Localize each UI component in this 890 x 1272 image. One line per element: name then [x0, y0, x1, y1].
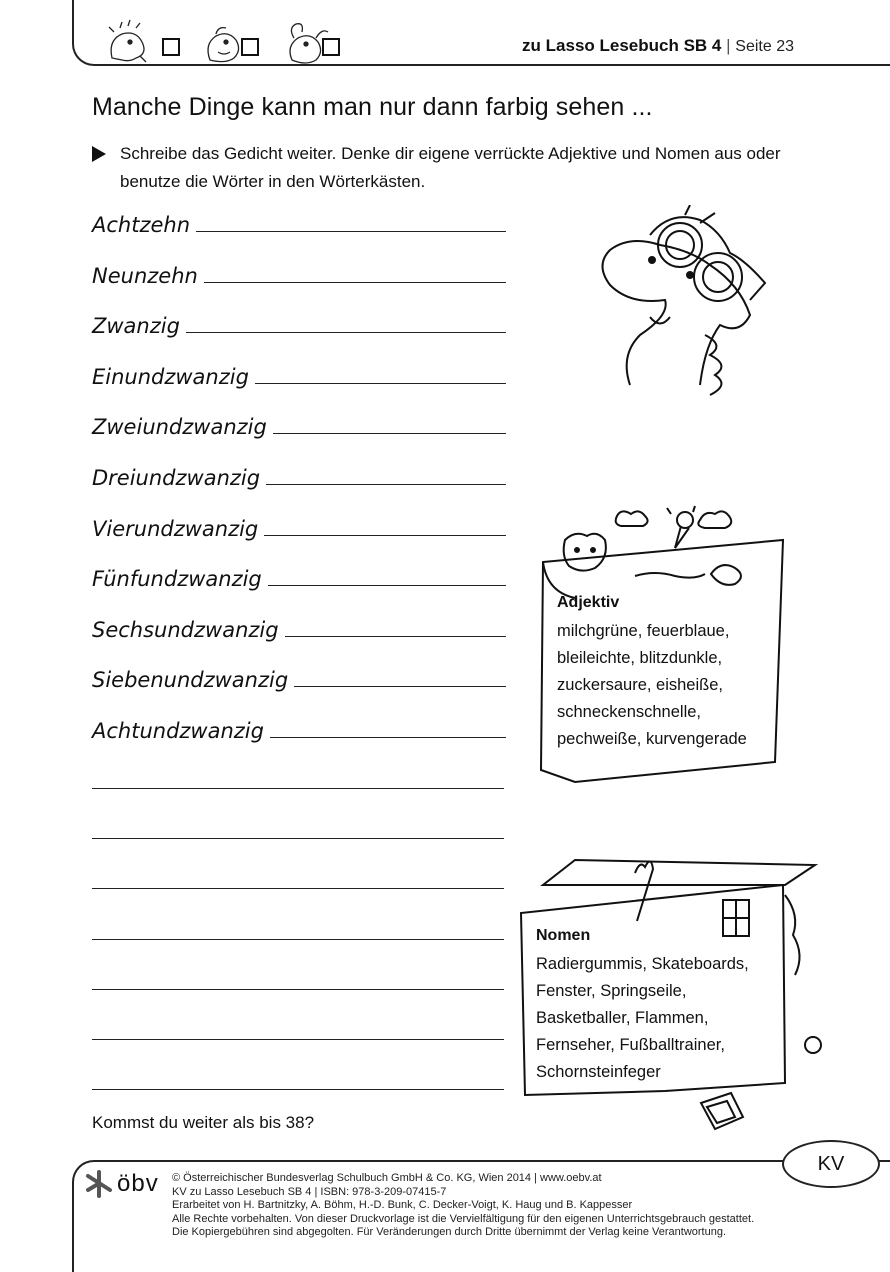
poem-line: [92, 663, 506, 693]
writing-line-input[interactable]: [270, 737, 506, 738]
writing-line-input[interactable]: [186, 332, 506, 333]
flame-icon: [635, 861, 653, 921]
level-3-checkbox[interactable]: [322, 38, 340, 56]
writing-line-input[interactable]: [268, 585, 506, 586]
tv-illustration: [701, 1093, 743, 1129]
noun-list: [536, 951, 749, 1086]
worksheet-title: Manche Dinge kann man nur dann farbig sehen ...: [92, 93, 653, 121]
noun-line: Radiergummis, Skateboards,: [536, 955, 749, 973]
blank-writing-line[interactable]: [92, 989, 504, 990]
obv-logo-icon: [84, 1168, 114, 1198]
poem-line: [92, 309, 506, 339]
instruction-text: Schreibe das Gedicht weiter. Denke dir eigene verrückte Adjektive und Nomen aus oder benutze die Wörter in den Wörterkästen.: [120, 144, 781, 191]
adjective-line: milchgrüne, feuerblaue,: [557, 622, 730, 640]
writing-line-input[interactable]: [264, 535, 506, 536]
noun-line: Schornsteinfeger: [536, 1063, 661, 1081]
level-mascots: [100, 18, 350, 68]
poem-line: [92, 461, 506, 491]
page-number: Seite 23: [735, 38, 794, 55]
poem-line-word: Vierundzwanzig: [92, 516, 259, 541]
poem-line-word: Dreiundzwanzig: [92, 466, 261, 490]
poem-line-word: Achtundzwanzig: [92, 719, 264, 743]
dragon-illustration: [590, 205, 780, 405]
level-1-checkbox[interactable]: [162, 38, 180, 56]
noun-heading: Nomen: [536, 927, 591, 944]
blank-writing-line[interactable]: [92, 788, 504, 789]
poem-line: [92, 714, 506, 744]
legal-line: © Österreichischer Bundesverlag Schulbuch GmbH & Co. KG, Wien 2014 | www.oebv.at: [172, 1172, 602, 1184]
snail-illustration: [711, 565, 741, 585]
poem-line-word: Neunzehn: [92, 263, 198, 288]
adjective-line: pechweiße, kurvengerade: [557, 730, 747, 748]
poem-line-word: Einundzwanzig: [92, 364, 249, 389]
poem-line-word: Achtzehn: [92, 213, 191, 237]
poem-line: [92, 562, 506, 592]
poem-line: [92, 259, 506, 289]
legal-notice: [172, 1172, 754, 1240]
cow-illustration: [564, 534, 606, 571]
poem-line-word: Fünfundzwanzig: [92, 567, 262, 592]
kv-badge: KV: [782, 1140, 880, 1188]
blank-writing-line[interactable]: [92, 1089, 504, 1090]
header-title: [522, 36, 794, 56]
noun-line: Fenster, Springseile,: [536, 982, 687, 1000]
adjective-heading: Adjektiv: [557, 594, 620, 611]
legal-line: Die Kopiergebühren sind abgegolten. Für Veränderungen durch Dritte übernimmt der Verlag keine Verantwortung.: [172, 1226, 727, 1238]
book-title: zu Lasso Lesebuch SB 4: [522, 36, 722, 55]
legal-line: Alle Rechte vorbehalten. Von dieser Druckvorlage ist die Vervielfältigung für den eigenen Unterrichtsgebrauch gestattet.: [172, 1212, 755, 1225]
blank-writing-line[interactable]: [92, 939, 504, 940]
writing-line-input[interactable]: [294, 686, 506, 687]
adjective-line: schneckenschnelle,: [557, 703, 702, 721]
poem-line-word: Zweiundzwanzig: [92, 415, 267, 440]
icecream-icon: [677, 512, 693, 528]
legal-line: KV zu Lasso Lesebuch SB 4 | ISBN: 978-3-209-07415-7: [172, 1185, 447, 1198]
level-2-mascot-icon: [208, 28, 239, 62]
writing-line-input[interactable]: [196, 231, 506, 232]
poem-line-word: Sechsundzwanzig: [92, 617, 279, 642]
adjective-list: [557, 618, 747, 753]
poem-line-word: Zwanzig: [92, 314, 180, 339]
poem-line: [92, 512, 506, 542]
writing-line-input[interactable]: [255, 383, 506, 384]
adjective-box: [557, 594, 747, 753]
legal-line: Erarbeitet von H. Bartnitzky, A. Böhm, H.-D. Bunk, C. Decker-Voigt, K. Haug und B. Kappesser: [172, 1199, 633, 1211]
poem-line-word: Siebenundzwanzig: [92, 668, 289, 693]
closing-question: Kommst du weiter als bis 38?: [92, 1113, 315, 1132]
blank-writing-line[interactable]: [92, 1039, 504, 1040]
writing-line-input[interactable]: [285, 636, 506, 637]
poem-line: [92, 410, 506, 440]
poem-line: [92, 208, 506, 238]
publisher-logo: öbv: [117, 1170, 159, 1197]
header-separator: |: [726, 36, 731, 55]
instruction-arrow-icon: [92, 146, 106, 162]
poem-line: [92, 613, 506, 643]
writing-line-input[interactable]: [266, 484, 506, 485]
writing-line-input[interactable]: [273, 433, 506, 434]
blank-writing-line[interactable]: [92, 838, 504, 839]
level-1-mascot-icon: [109, 20, 146, 62]
adjective-line: bleileichte, blitzdunkle,: [557, 649, 723, 667]
noun-line: Fernseher, Fußballtrainer,: [536, 1036, 725, 1054]
level-2-checkbox[interactable]: [241, 38, 259, 56]
noun-line: Basketballer, Flammen,: [536, 1009, 709, 1027]
cloud-icon: [616, 511, 648, 526]
noun-box: [536, 927, 749, 1086]
writing-line-input[interactable]: [204, 282, 506, 283]
poem-line: [92, 360, 506, 390]
blank-writing-line[interactable]: [92, 888, 504, 889]
adjective-line: zuckersaure, eisheiße,: [557, 676, 723, 694]
